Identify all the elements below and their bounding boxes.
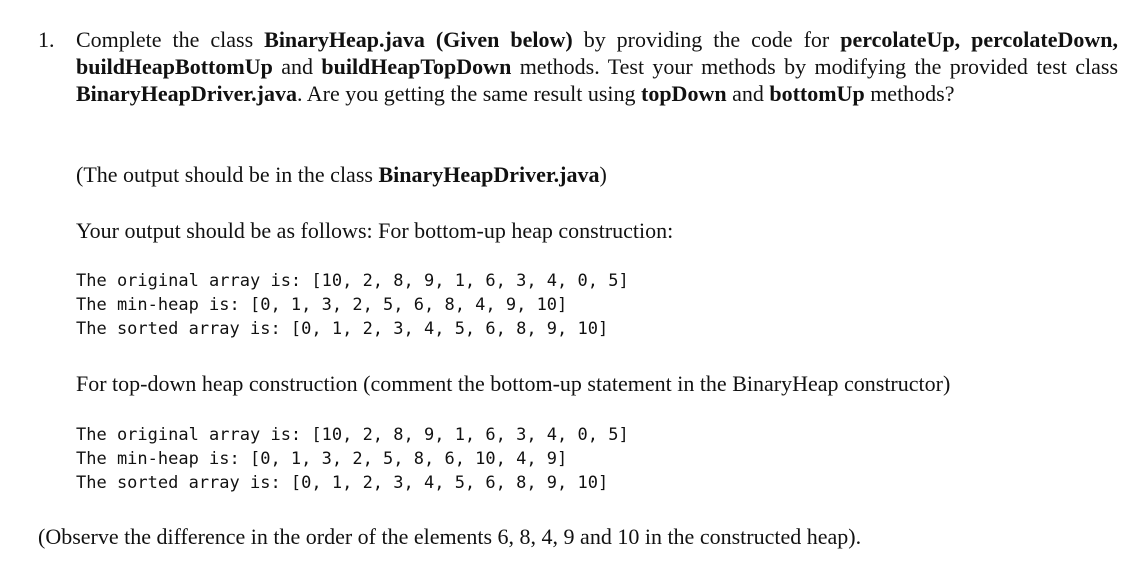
driver-class-name: BinaryHeapDriver.java [76,81,297,106]
question-text-part: and [272,54,322,79]
footer-note: (Observe the difference in the order of the elements 6, 8, 4, 9 and 10 in the constructed heap). [38,524,862,549]
bottom-up-sorted-line: The sorted array is: [0, 1, 2, 3, 4, 5, 6, 8, 9, 10] [76,319,609,339]
method-names: percolateUp, percolateDown, buildHeapBottomUp [76,27,1119,79]
top-down-intro: For top-down heap construction (comment the bottom-up statement in the BinaryHeap constructor) [76,371,951,396]
question-text-part: Complete the class [76,27,265,52]
output-note-class: BinaryHeapDriver.java [378,162,600,187]
question-text-part: by providing the code for [572,27,841,52]
question-number: 1. [38,27,55,52]
method-keyword: bottomUp [769,81,865,106]
bottom-up-original-line: The original array is: [10, 2, 8, 9, 1, 6, 3, 4, 0, 5] [76,271,629,291]
top-down-heap-line: The min-heap is: [0, 1, 3, 2, 5, 8, 6, 10, 4, 9] [76,449,568,469]
bottom-up-intro: Your output should be as follows: For bottom-up heap construction: [76,218,674,243]
output-note-prefix: (The output should be in the class [76,162,379,187]
top-down-original-line: The original array is: [10, 2, 8, 9, 1, 6, 3, 4, 0, 5] [76,425,629,445]
bottom-up-heap-line: The min-heap is: [0, 1, 3, 2, 5, 6, 8, 4, 9, 10] [76,295,568,315]
question-text [76,26,1118,107]
question-text-part: methods? [864,81,955,106]
output-note [76,161,607,188]
output-note-suffix: ) [599,162,607,187]
question-text-part: and [726,81,770,106]
method-name: buildHeapTopDown [321,54,512,79]
class-name: BinaryHeap.java (Given below) [264,27,573,52]
question-text-part: . Are you getting the same result using [297,81,641,106]
top-down-sorted-line: The sorted array is: [0, 1, 2, 3, 4, 5, 6, 8, 9, 10] [76,473,609,493]
method-keyword: topDown [641,81,727,106]
question-text-part: methods. Test your methods by modifying the provided test class [511,54,1119,79]
